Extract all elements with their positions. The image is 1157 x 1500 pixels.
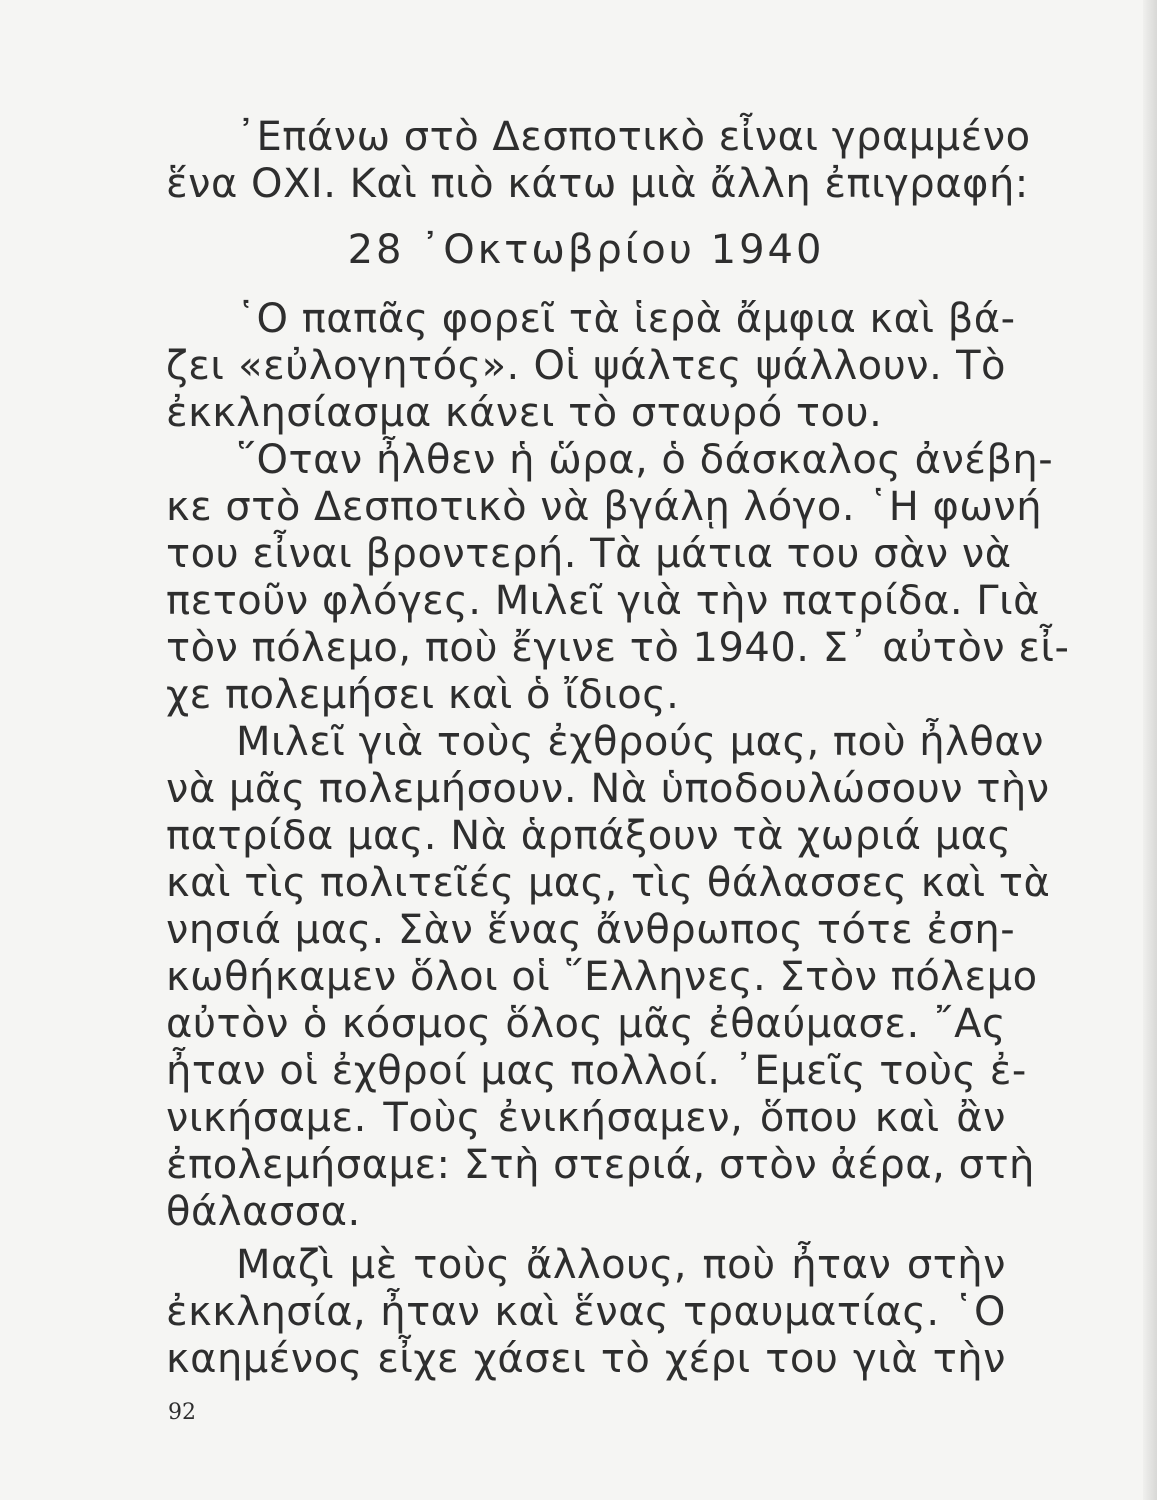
text-line: τὸν πόλεμο, ποὺ ἔγινε τὸ 1940. Σ᾿ αὐτὸν εἶ- [166, 625, 1070, 671]
page-number: 92 [168, 1400, 196, 1425]
text-line: ἦταν οἱ ἐχθροί μας πολλοί. ᾿Εμεῖς τοὺς ἐ- [166, 1048, 1027, 1094]
text-line: ἐκκλησίασμα κάνει τὸ σταυρό του. [166, 390, 883, 436]
text-line: χε πολεμήσει καὶ ὁ ἴδιος. [166, 672, 680, 718]
text-line: ἐκκλησία, ἦταν καὶ ἕνας τραυματίας. ῾Ο [166, 1289, 1006, 1335]
text-line: ζει «εὐλογητός». Οἱ ψάλτες ψάλλουν. Τὸ [166, 343, 1006, 389]
text-line: καημένος εἶχε χάσει τὸ χέρι του γιὰ τὴν [166, 1336, 1006, 1382]
text-line: Μαζὶ μὲ τοὺς ἄλλους, ποὺ ἦταν στὴν [236, 1242, 1006, 1288]
text-line: ἕνα ΟΧΙ. Καὶ πιὸ κάτω μιὰ ἄλλη ἐπιγραφή: [166, 161, 1029, 207]
text-line: πατρίδα μας. Νὰ ἁρπάξουν τὰ χωριά μας [166, 813, 1012, 859]
text-line: Μιλεῖ γιὰ τοὺς ἐχθρούς μας, ποὺ ἦλθαν [236, 719, 1045, 765]
page-edge-shadow [1143, 0, 1157, 1500]
text-line: ῾Ο παπᾶς φορεῖ τὰ ἱερὰ ἄμφια καὶ βά- [236, 296, 1016, 342]
text-line: πετοῦν φλόγες. Μιλεῖ γιὰ τὴν πατρίδα. Γιὰ [166, 578, 1040, 624]
text-line: νησιά μας. Σὰν ἕνας ἄνθρωπος τότε ἐση- [166, 907, 1016, 953]
text-line: κωθήκαμεν ὅλοι οἱ ῞Ελληνες. Στὸν πόλεμο [166, 954, 1038, 1000]
body-text [166, 114, 1070, 1383]
text-line: ῞Οταν ἦλθεν ἡ ὥρα, ὁ δάσκαλος ἀνέβη- [236, 437, 1054, 483]
text-line: ᾿Επάνω στὸ Δεσποτικὸ εἶναι γραμμένο [236, 114, 1031, 160]
text-line: αὐτὸν ὁ κόσμος ὅλος μᾶς ἐθαύμασε. ῎Ας [166, 1001, 1006, 1047]
text-line: καὶ τὶς πολιτεῖές μας, τὶς θάλασσες καὶ τὰ [166, 860, 1051, 906]
inscription-date: 28 ᾿Οκτωβρίου 1940 [347, 227, 825, 273]
text-line: ἐπολεμήσαμε: Στὴ στεριά, στὸν ἀέρα, στὴ [166, 1142, 1035, 1188]
text-line: θάλασσα. [166, 1189, 361, 1235]
text-line: νικήσαμε. Τοὺς ἐνικήσαμεν, ὅπου καὶ ἂν [166, 1095, 1006, 1141]
text-line: κε στὸ Δεσποτικὸ νὰ βγάλῃ λόγο. ῾Η φωνή [166, 484, 1043, 530]
text-line: του εἶναι βροντερή. Τὰ μάτια του σὰν νὰ [166, 531, 1012, 577]
text-line: νὰ μᾶς πολεμήσουν. Νὰ ὑποδουλώσουν τὴν [166, 766, 1050, 812]
